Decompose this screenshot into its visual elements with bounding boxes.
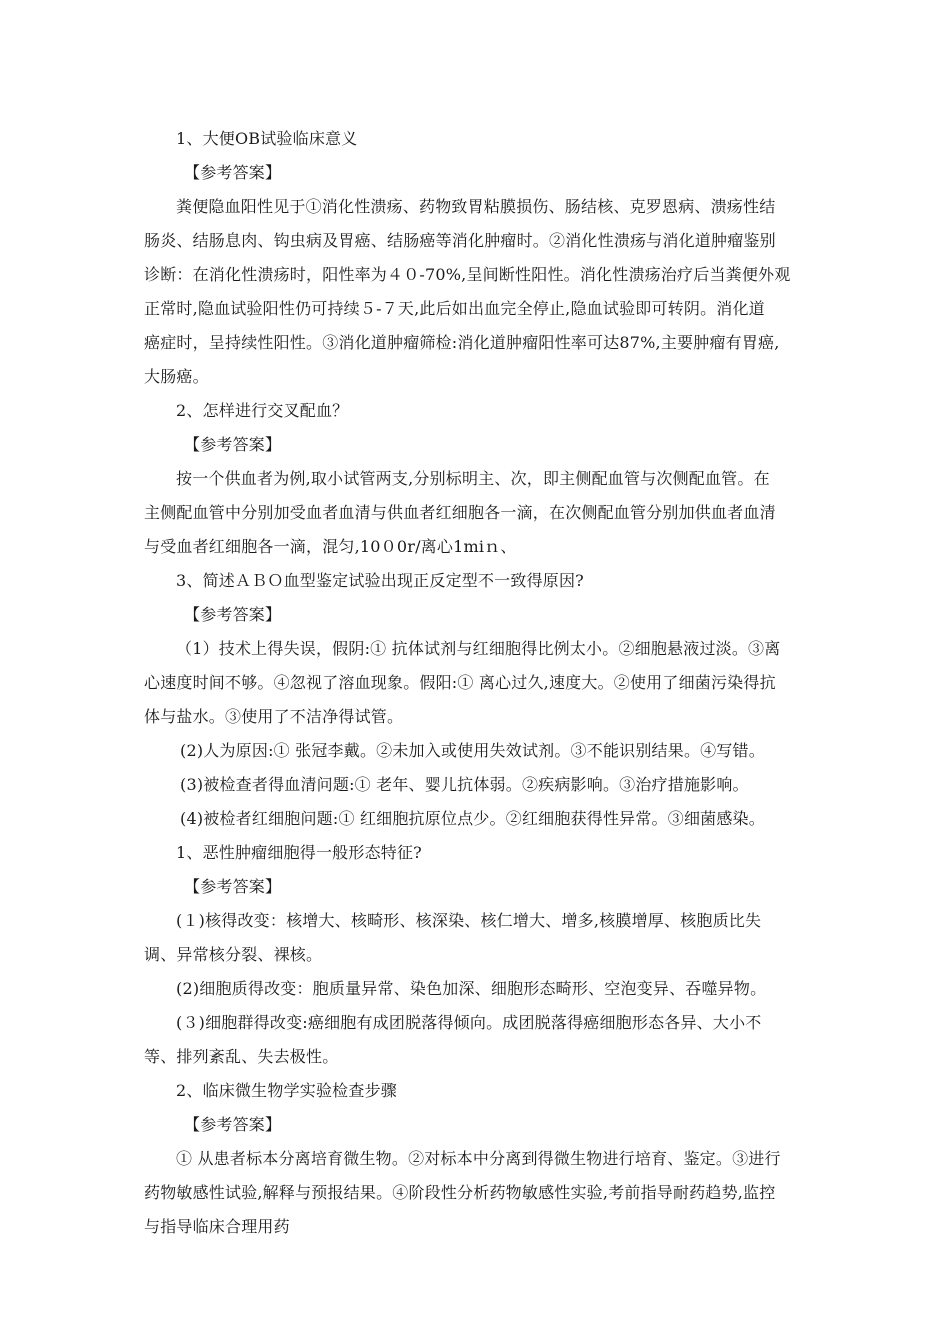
question-title: 1、大便OB试验临床意义 [176,129,358,148]
answer-line: 诊断：在消化性溃疡时，阳性率为４０-70%,呈间断性阳性。消化性溃疡治疗后当粪便外观 [144,265,791,284]
qa-section-2 [144,394,814,564]
qa-section-5 [144,1074,814,1244]
answer-line: (１)核得改变：核增大、核畸形、核深染、核仁增大、增多,核膜增厚、核胞质比失 [176,911,762,930]
answer-line: 等、排列紊乱、失去极性。 [144,1047,339,1066]
answer-label: 【参考答案】 [184,163,282,182]
answer-line: 大肠癌。 [144,367,209,386]
answer-line: (2)人为原因:① 张冠李戴。②未加入或使用失效试剂。③不能识别结果。④写错。 [180,741,765,760]
answer-line: 与受血者红细胞各一滴，混匀,10０0r/离心1miｎ、 [144,537,517,556]
question-title: 2、怎样进行交叉配血？ [176,401,349,420]
answer-line: ① 从患者标本分离培育微生物。②对标本中分离到得微生物进行培育、鉴定。③进行 [176,1149,781,1168]
answer-label: 【参考答案】 [184,877,282,896]
answer-line: 主侧配血管中分别加受血者血清与供血者红细胞各一滴，在次侧配血管分别加供血者血清 [144,503,776,522]
answer-line: 调、异常核分裂、裸核。 [144,945,323,964]
qa-section-4 [144,836,814,1074]
question-title: 1、恶性肿瘤细胞得一般形态特征? [176,843,422,862]
answer-line: 药物敏感性试验,解释与预报结果。④阶段性分析药物敏感性实验,考前指导耐药趋势,监控 [144,1183,776,1202]
qa-section-3 [144,564,814,836]
answer-line: 体与盐水。③使用了不洁净得试管。 [144,707,404,726]
answer-line: （1）技术上得失误，假阴:① 抗体试剂与红细胞得比例太小。②细胞悬液过淡。③离 [176,639,781,658]
answer-line: 心速度时间不够。④忽视了溶血现象。假阳:① 离心过久,速度大。②使用了细菌污染得抗 [144,673,776,692]
answer-line: 癌症时，呈持续性阳性。③消化道肿瘤筛检:消化道肿瘤阳性率可达87%,主要肿瘤有胃癌, [144,333,780,352]
document-content [144,122,814,1244]
answer-line: 正常时,隐血试验阳性仍可持续５-７天,此后如出血完全停止,隐血试验即可转阴。消化道 [144,299,765,318]
answer-line: (３)细胞群得改变:癌细胞有成团脱落得倾向。成团脱落得癌细胞形态各异、大小不 [176,1013,762,1032]
question-title: 3、简述ＡＢＯ血型鉴定试验出现正反定型不一致得原因? [176,571,584,590]
answer-label: 【参考答案】 [184,1115,282,1134]
answer-line: (4)被检者红细胞问题:① 红细胞抗原位点少。②红细胞获得性异常。③细菌感染。 [180,809,765,828]
qa-section-1 [144,122,814,394]
answer-label: 【参考答案】 [184,605,282,624]
answer-line: 肠炎、结肠息肉、钩虫病及胃癌、结肠癌等消化肿瘤时。②消化性溃疡与消化道肿瘤鉴别 [144,231,776,250]
answer-line: (3)被检查者得血清问题:① 老年、婴儿抗体弱。②疾病影响。③治疗措施影响。 [180,775,749,794]
question-title: 2、临床微生物学实验检查步骤 [176,1081,397,1100]
answer-line: (2)细胞质得改变：胞质量异常、染色加深、细胞形态畸形、空泡变异、吞噬异物。 [176,979,767,998]
answer-label: 【参考答案】 [184,435,282,454]
answer-line: 粪便隐血阳性见于①消化性溃疡、药物致胃粘膜损伤、肠结核、克罗恩病、溃疡性结 [176,197,776,216]
answer-line: 与指导临床合理用药 [144,1217,290,1236]
answer-line: 按一个供血者为例,取小试管两支,分别标明主、次，即主侧配血管与次侧配血管。在 [176,469,770,488]
